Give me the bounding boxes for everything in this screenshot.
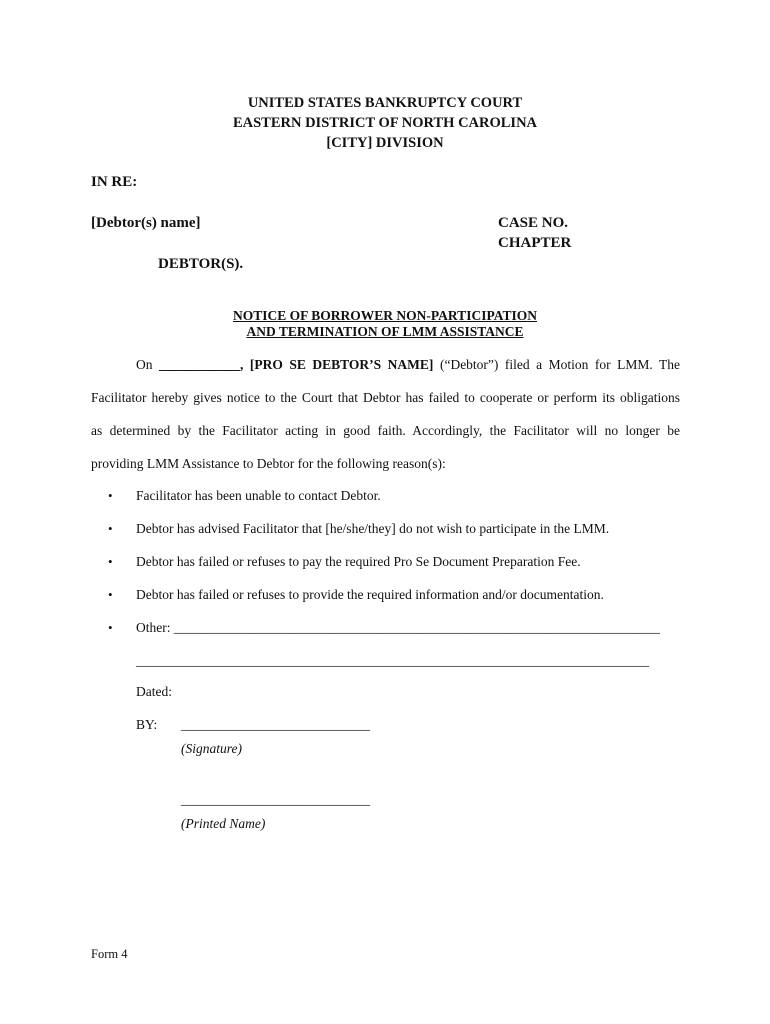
other-label: Other: <box>136 620 171 635</box>
reason-text: Debtor has advised Facilitator that [he/she/they] do not wish to participate in the LMM. <box>136 521 610 536</box>
bullet-icon: • <box>108 554 113 569</box>
court-division: [CITY] DIVISION <box>326 135 444 151</box>
reason-item <box>108 521 609 537</box>
bullet-icon: • <box>108 587 113 602</box>
body-line-1 <box>91 357 680 390</box>
reason-text: Debtor has failed or refuses to pay the required Pro Se Document Preparation Fee. <box>136 554 581 569</box>
printed-name-caption: (Printed Name) <box>181 816 266 831</box>
reason-item <box>108 488 381 504</box>
bullet-icon: • <box>108 620 113 635</box>
by-label: BY: <box>136 717 158 732</box>
pro-se-debtor-name-field: [PRO SE DEBTOR’S NAME] <box>249 357 434 372</box>
reason-item <box>108 587 604 603</box>
court-district: EASTERN DISTRICT OF NORTH CAROLINA <box>232 115 538 131</box>
reason-text: Debtor has failed or refuses to provide the required information and/or documentation. <box>136 587 604 602</box>
date-blank: ____________, <box>159 357 244 372</box>
court-heading <box>0 93 770 153</box>
notice-title-line1: NOTICE OF BORROWER NON-PARTICIPATION <box>233 308 537 323</box>
debtors-label: DEBTOR(S). <box>158 256 244 272</box>
notice-title-line2: AND TERMINATION OF LMM ASSISTANCE <box>246 324 524 339</box>
body-line-3: as determined by the Facilitator acting in good faith. Accordingly, the Facilitator will no longer be <box>91 423 680 438</box>
case-number-label: CASE NO. <box>498 215 569 231</box>
form-number: Form 4 <box>91 947 128 961</box>
reason-item-other <box>108 620 660 636</box>
debtor-name-field: [Debtor(s) name] <box>91 215 201 231</box>
notice-title <box>0 308 770 340</box>
reason-item <box>108 554 581 570</box>
court-name: UNITED STATES BANKRUPTCY COURT <box>247 95 523 111</box>
printed-name-line: ____________________________ <box>181 792 370 807</box>
signature-caption: (Signature) <box>181 741 242 756</box>
reason-text: Facilitator has been unable to contact Debtor. <box>136 488 381 503</box>
bullet-icon: • <box>108 521 113 536</box>
signature-line: ____________________________ <box>181 717 370 732</box>
on-word: On <box>136 357 153 372</box>
in-re-label: IN RE: <box>91 174 138 190</box>
body-line-1-rest: (“Debtor”) filed a Motion for LMM. The <box>439 357 681 372</box>
dated-label: Dated: <box>136 684 172 699</box>
bullet-icon: • <box>108 488 113 503</box>
chapter-label: CHAPTER <box>498 235 572 251</box>
notice-body <box>91 357 680 489</box>
other-blank-1: ________________________________________________________________________ <box>173 620 660 635</box>
body-line-2: Facilitator hereby gives notice to the Court that Debtor has failed to cooperate or perform its obligations <box>91 390 680 405</box>
body-line-4: providing LMM Assistance to Debtor for the following reason(s): <box>91 456 446 471</box>
other-blank-2: ____________________________________________________________________________ <box>136 653 649 668</box>
